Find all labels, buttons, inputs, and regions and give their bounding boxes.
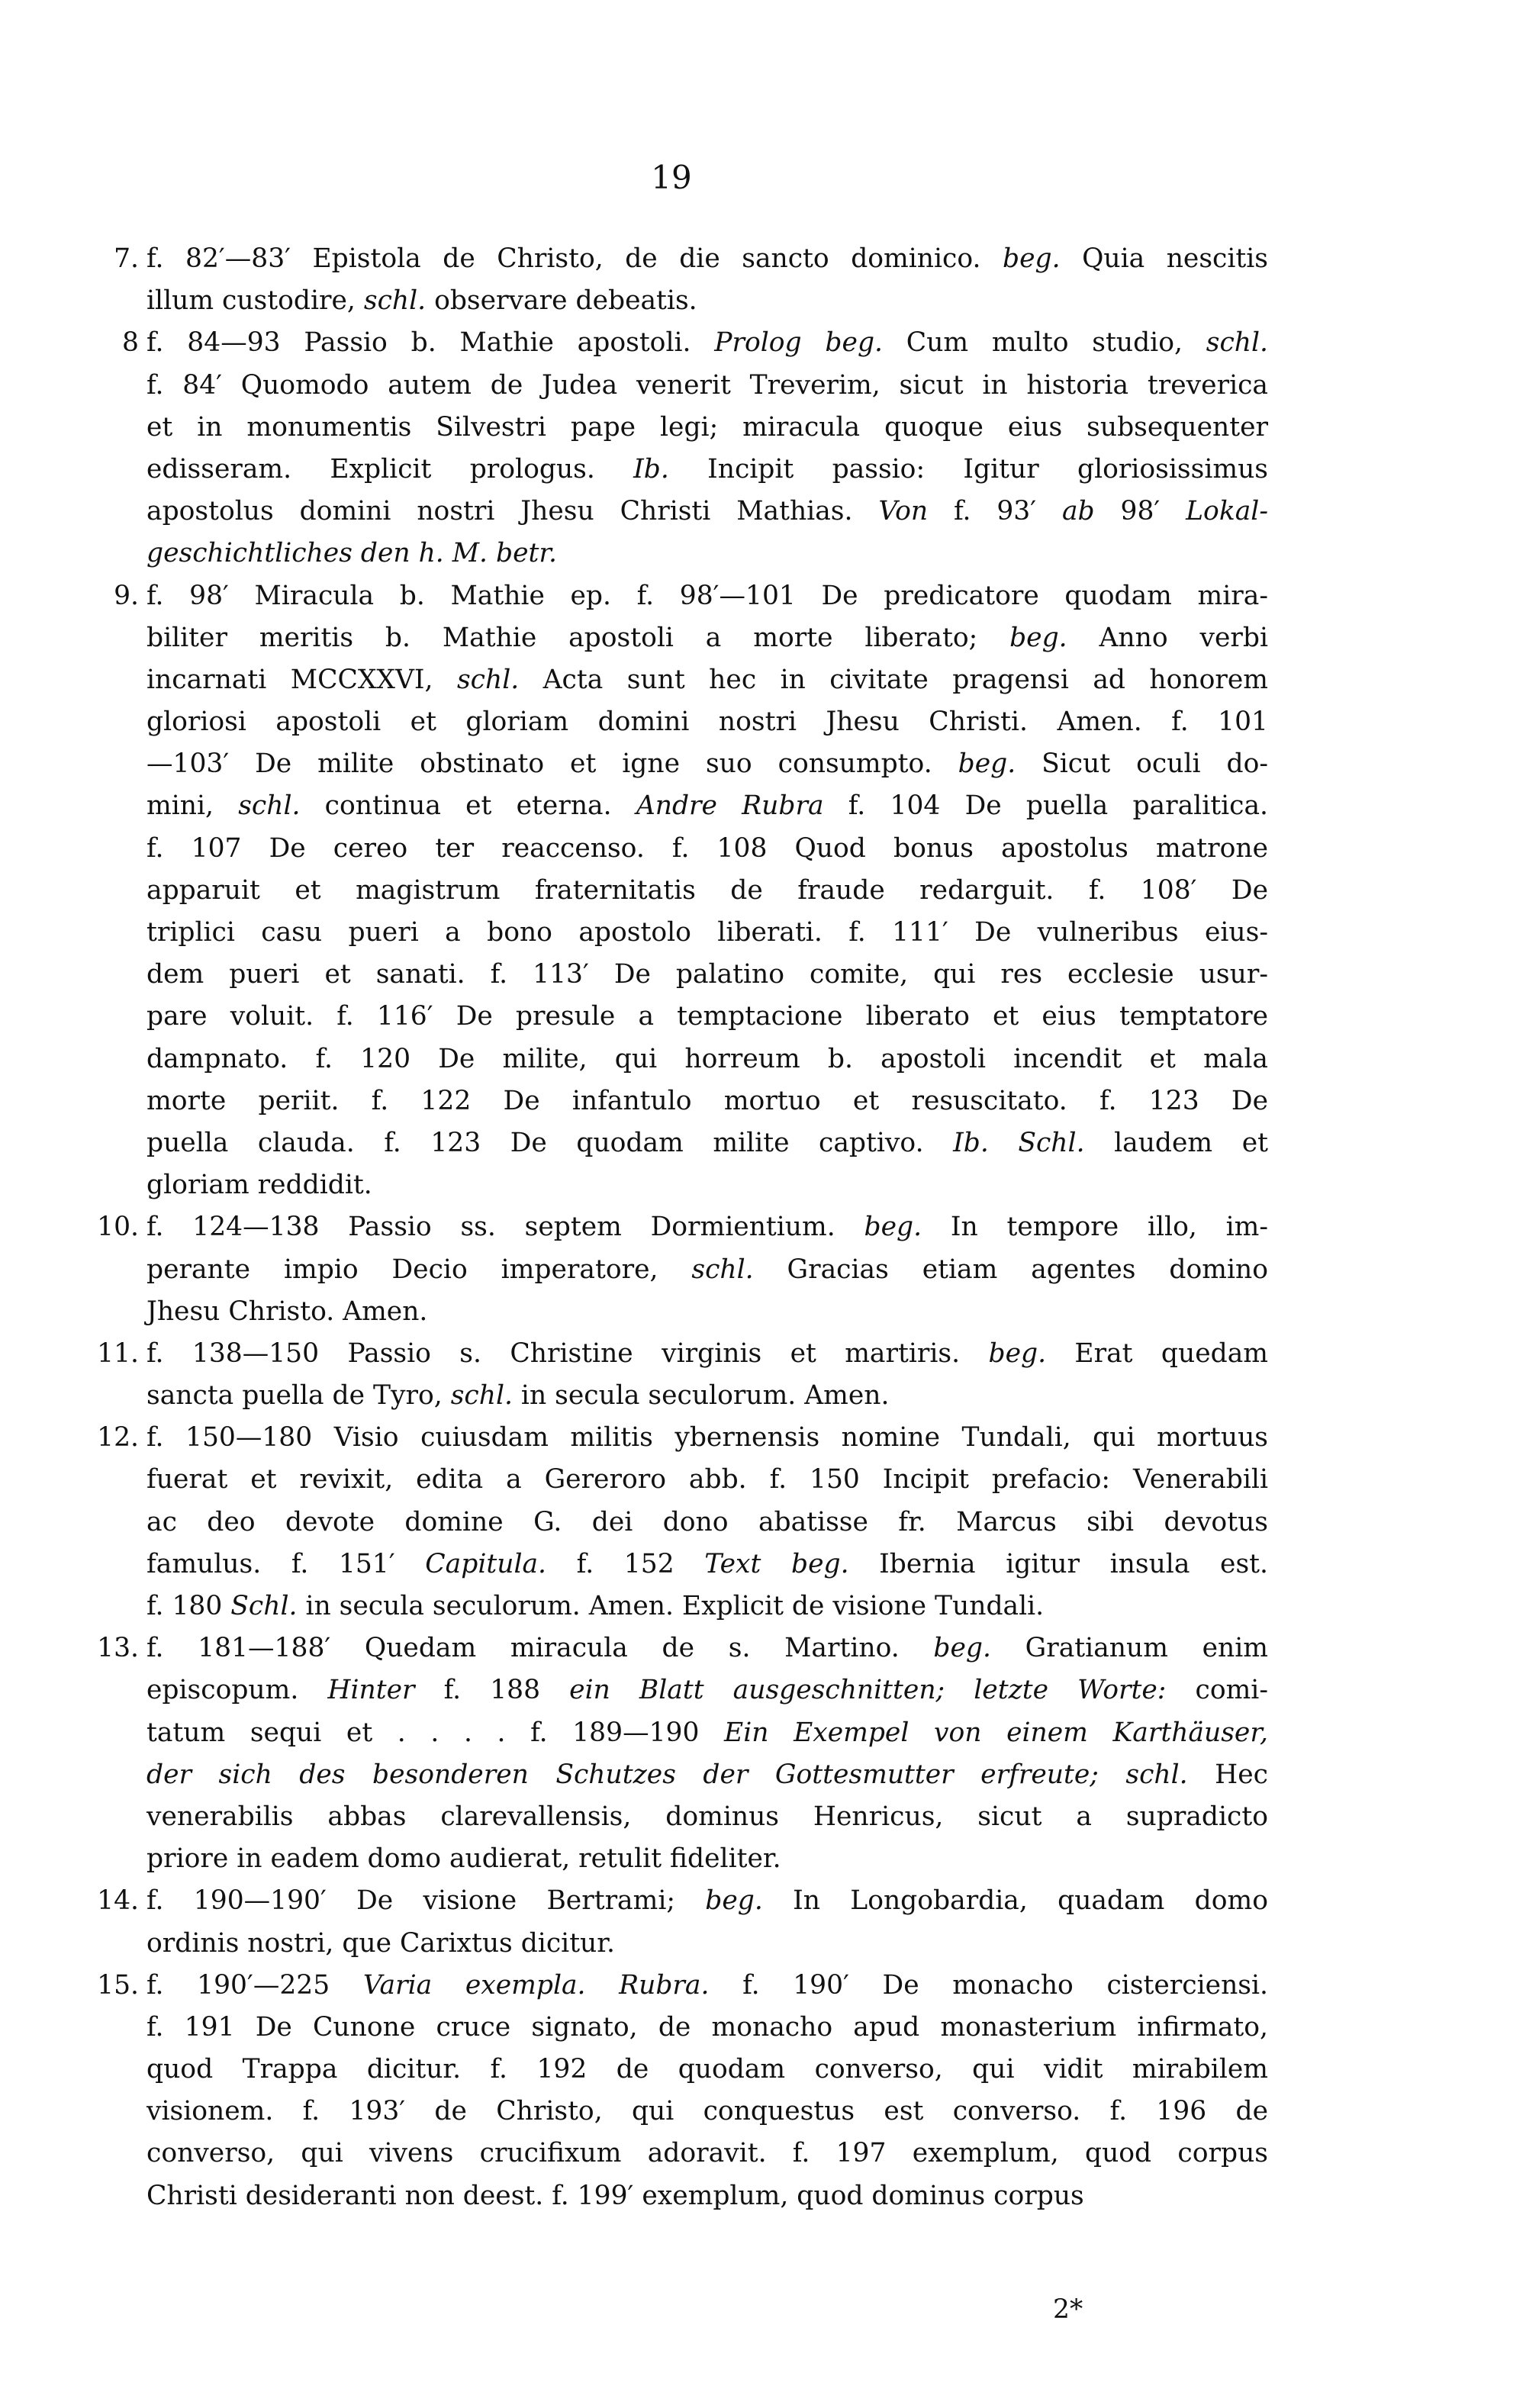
entry-line: f. 84′ Quomodo autem de Judea venerit Treverim, sicut in historia treverica — [146, 369, 1268, 401]
entry-number: 13. — [97, 1633, 139, 1664]
entry-line: f. 150—180 Visio cuiusdam militis ybernensis nomine Tundali, qui mortuus — [146, 1422, 1268, 1453]
entry-line: Jhesu Christo. Amen. — [146, 1296, 428, 1327]
entry-line: f. 124—138 Passio ss. septem Dormientium. beg. In tempore illo, im- — [146, 1212, 1268, 1243]
entry-line: morte periit. f. 122 De infantulo mortuo et resuscitato. f. 123 De — [146, 1085, 1268, 1116]
entry-line: triplici casu pueri a bono apostolo liberati. f. 111′ De vulneribus eius- — [146, 917, 1268, 948]
entry-line: illum custodire, schl. observare debeatis. — [146, 285, 697, 317]
entry-line: f. 138—150 Passio s. Christine virginis et martiris. beg. Erat quedam — [146, 1338, 1268, 1369]
entry-line: incarnati MCCXXVI, schl. Acta sunt hec in civitate pragensi ad honorem — [146, 664, 1269, 695]
entry-line: sancta puella de Tyro, schl. in secula seculorum. Amen. — [146, 1380, 890, 1412]
catalog-entry — [97, 1417, 1268, 1627]
catalog-entry — [97, 1880, 1268, 1964]
entry-line: f. 98′ Miracula b. Mathie ep. f. 98′—101 De predicatore quodam mira- — [146, 580, 1268, 611]
catalog-entry — [114, 575, 1269, 1207]
page-number: 19 — [651, 159, 692, 196]
catalog-entry — [97, 1333, 1268, 1417]
entry-number: 14. — [97, 1885, 139, 1917]
entry-line: episcopum. Hinter f. 188 ein Blatt ausgeschnitten; letzte Worte: comi- — [146, 1675, 1268, 1706]
entry-line: quod Trappa dicitur. f. 192 de quodam converso, qui vidit mirabilem — [146, 2054, 1268, 2085]
entry-line: gloriam reddidit. — [146, 1170, 372, 1201]
entry-line: gloriosi apostoli et gloriam domini nostri Jhesu Christi. Amen. f. 101 — [146, 707, 1268, 738]
entry-line: apparuit et magistrum fraternitatis de fraude redarguit. f. 108′ De — [146, 874, 1268, 906]
entry-line: f. 180 Schl. in secula seculorum. Amen. Explicit de visione Tundali. — [146, 1591, 1045, 1621]
entry-line: f. 190′—225 Varia exempla. Rubra. f. 190′ De monacho cisterciensi. — [146, 1969, 1268, 2001]
entry-line: ordinis nostri, que Carixtus dicitur. — [146, 1927, 615, 1959]
entry-line: biliter meritis b. Mathie apostoli a morte liberato; beg. Anno verbi — [146, 622, 1269, 653]
catalog-entry — [97, 1965, 1268, 2217]
signature-mark: 2* — [1053, 2294, 1083, 2325]
entry-line: puella clauda. f. 123 De quodam milite captivo. Ib. Schl. laudem et — [146, 1127, 1268, 1158]
entry-line: der sich des besonderen Schutzes der Gottesmutter erfreute; schl. Hec — [146, 1759, 1268, 1790]
entry-line: venerabilis abbas clarevallensis, dominus Henricus, sicut a supradicto — [146, 1801, 1268, 1832]
entry-line: —103′ De milite obstinato et igne suo consumpto. beg. Sicut oculi do- — [146, 748, 1268, 780]
entry-line: f. 82′—83′ Epistola de Christo, de die sancto dominico. beg. Quia nescitis — [146, 243, 1268, 274]
entry-line: converso, qui vivens crucifixum adoravit. f. 197 exemplum, quod corpus — [146, 2138, 1268, 2169]
catalog-entry — [114, 238, 1268, 322]
entry-line: et in monumentis Silvestri pape legi; miracula quoque eius subsequenter — [146, 411, 1268, 443]
entry-line: mini, schl. continua et eterna. Andre Rubra f. 104 De puella paralitica. — [146, 790, 1269, 822]
catalog-text — [97, 238, 1269, 2217]
entry-line: famulus. f. 151′ Capitula. f. 152 Text beg. Ibernia igitur insula est. — [146, 1548, 1268, 1579]
catalog-entry — [97, 1206, 1268, 1333]
entry-number: 9. — [114, 580, 139, 611]
entry-line: f. 107 De cereo ter reaccenso. f. 108 Quod bonus apostolus matrone — [146, 832, 1268, 864]
entry-line: f. 191 De Cunone cruce signato, de monacho apud monasterium infirmato, — [146, 2011, 1268, 2043]
entry-line: pare voluit. f. 116′ De presule a temptacione liberato et eius temptatore — [146, 1001, 1268, 1032]
entry-line: f. 84—93 Passio b. Mathie apostoli. Prolog beg. Cum multo studio, schl. — [146, 327, 1268, 359]
entry-line: perante impio Decio imperatore, schl. Gracias etiam agentes domino — [146, 1254, 1268, 1285]
entry-number: 10. — [97, 1212, 139, 1243]
entry-line: dem pueri et sanati. f. 113′ De palatino comite, qui res ecclesie usur- — [146, 959, 1268, 990]
entry-line: tatum sequi et . . . . f. 189—190 Ein Exempel von einem Karthäuser, — [146, 1717, 1268, 1748]
entry-line: fuerat et revixit, edita a Gereroro abb. f. 150 Incipit prefacio: Venerabili — [146, 1464, 1268, 1495]
entry-line: dampnato. f. 120 De milite, qui horreum b. apostoli incendit et mala — [146, 1043, 1268, 1074]
entry-number: 8 — [122, 327, 139, 359]
entry-line: apostolus domini nostri Jhesu Christi Mathias. Von f. 93′ ab 98′ Lokal- — [146, 496, 1268, 527]
entry-line: f. 190—190′ De visione Bertrami; beg. In Longobardia, quadam domo — [146, 1885, 1268, 1917]
entry-line: geschichtliches den h. M. betr. — [146, 538, 558, 569]
entry-number: 15. — [97, 1969, 139, 2001]
entry-line: visionem. f. 193′ de Christo, qui conquestus est converso. f. 196 de — [146, 2096, 1268, 2127]
entry-number: 11. — [97, 1338, 139, 1369]
entry-line: priore in eadem domo audierat, retulit fideliter. — [146, 1843, 781, 1875]
entry-line: f. 181—188′ Quedam miracula de s. Martino. beg. Gratianum enim — [146, 1633, 1268, 1664]
entry-number: 12. — [97, 1422, 139, 1453]
entry-line: edisseram. Explicit prologus. Ib. Incipit passio: Igitur gloriosissimus — [146, 453, 1268, 484]
entry-line: ac deo devote domine G. dei dono abatisse fr. Marcus sibi devotus — [146, 1506, 1268, 1537]
catalog-entry — [97, 1627, 1268, 1880]
entry-number: 7. — [114, 243, 139, 274]
catalog-entry — [122, 322, 1268, 575]
entry-line: Christi desideranti non deest. f. 199′ exemplum, quod dominus corpus — [146, 2180, 1084, 2211]
